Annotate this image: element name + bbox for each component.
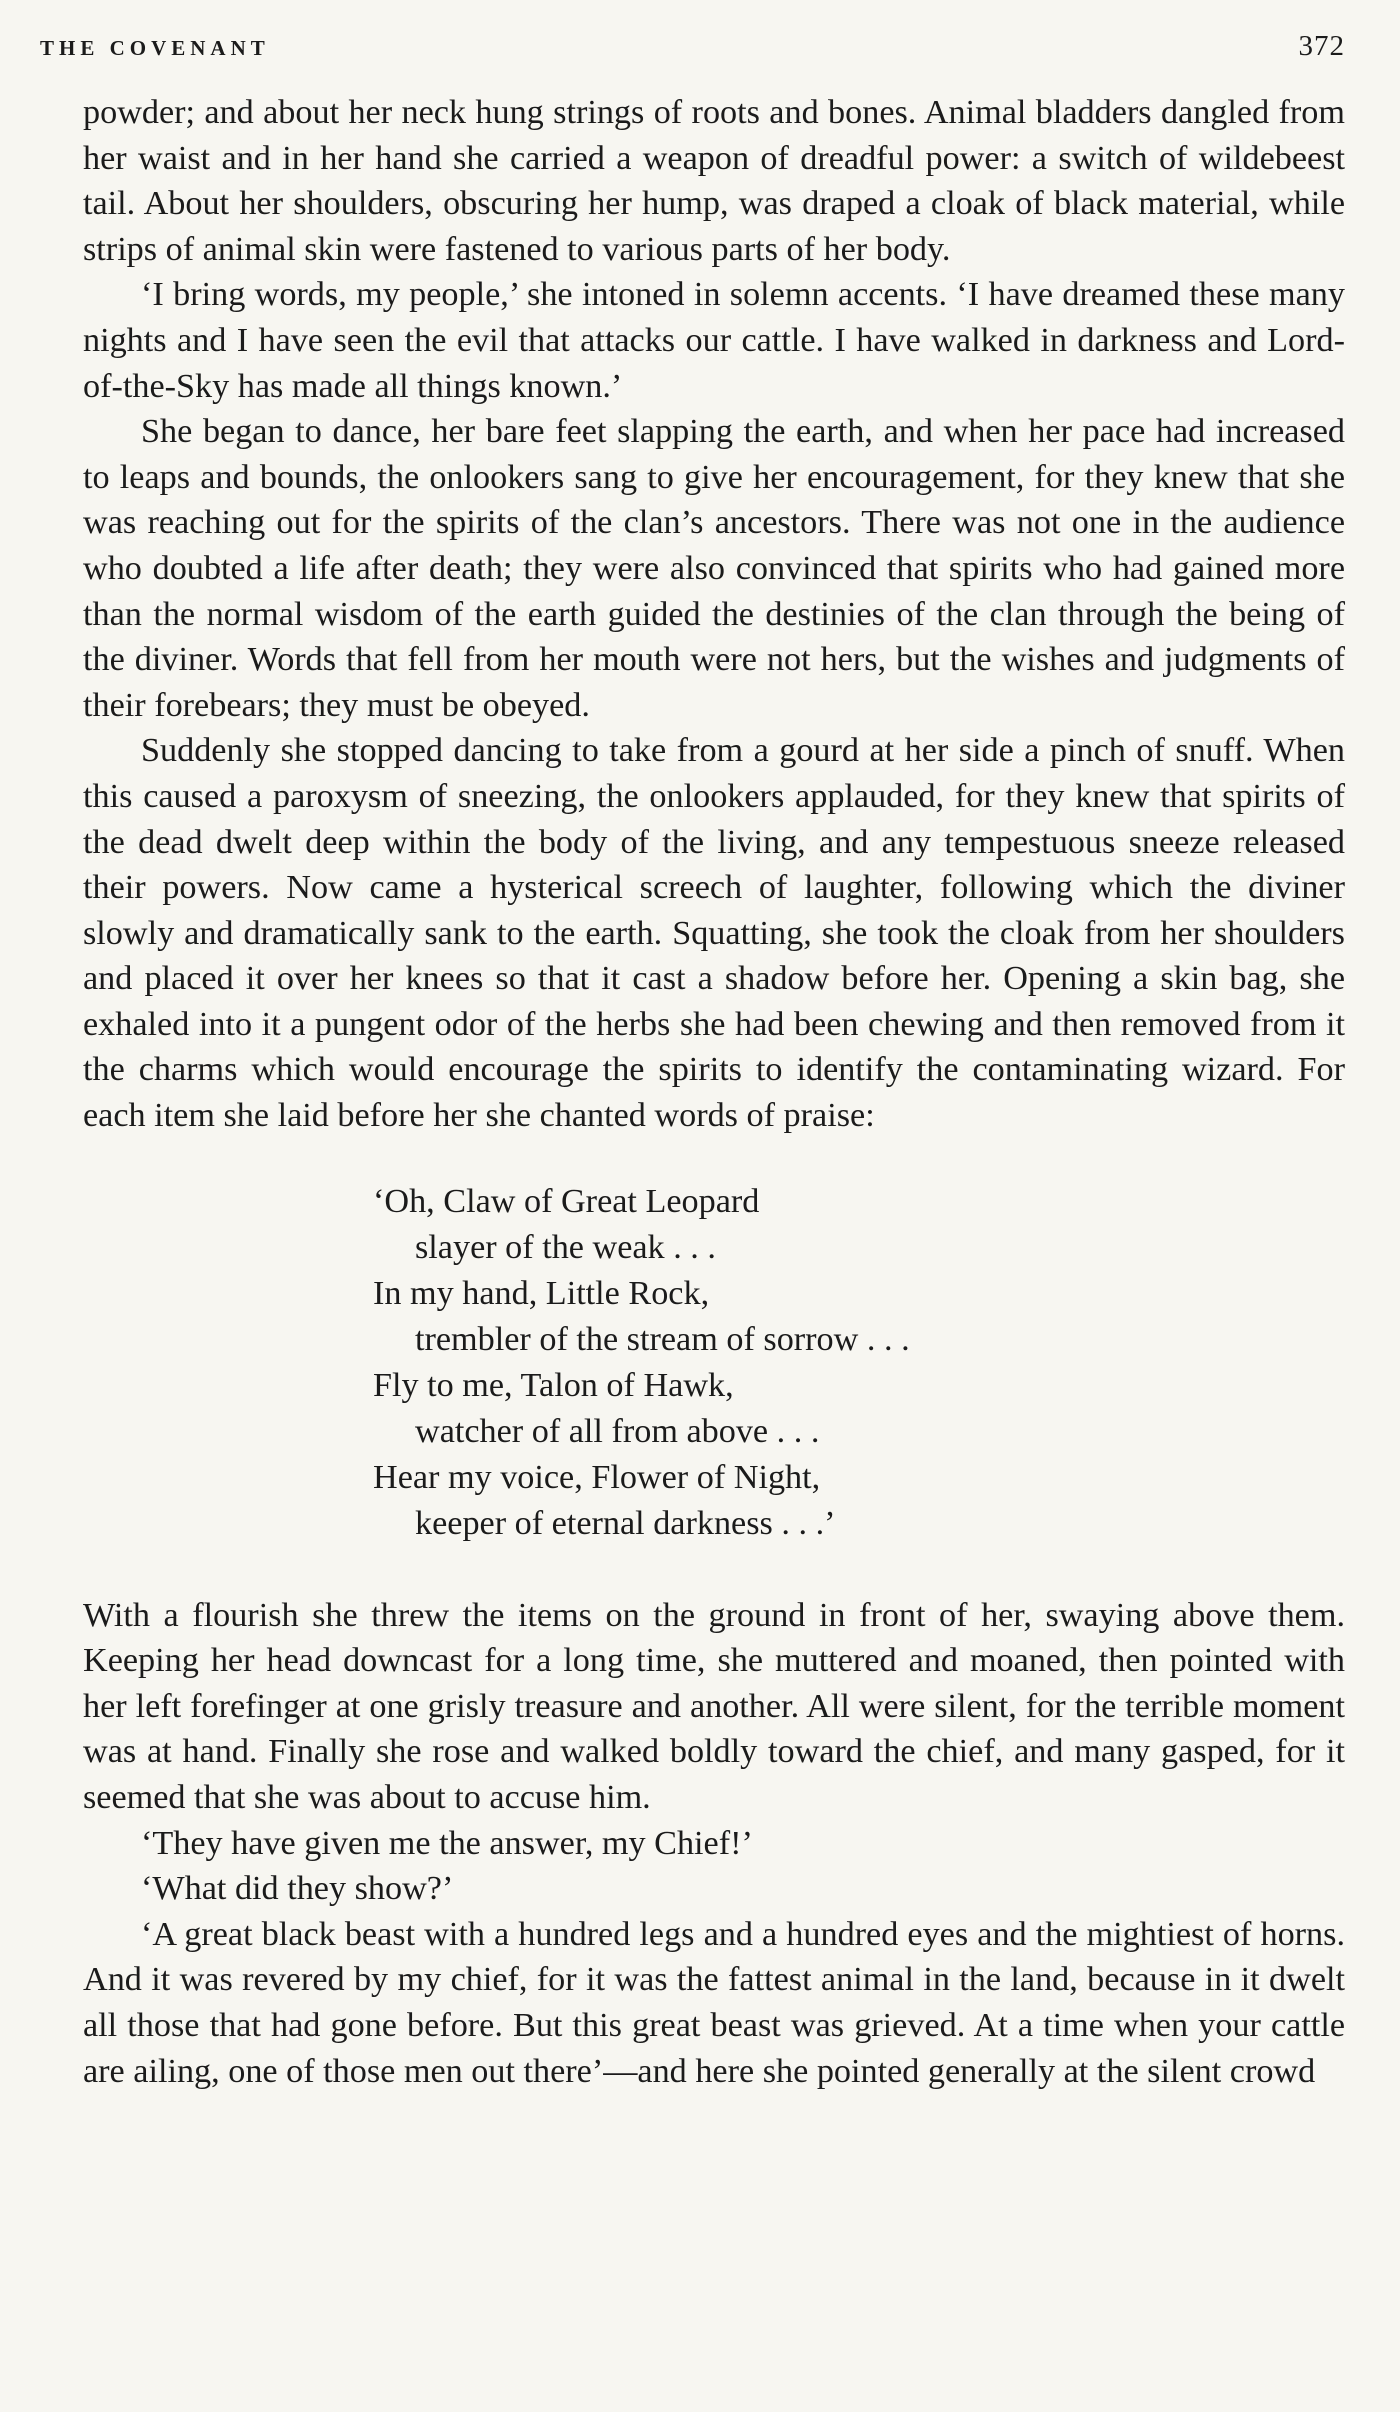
paragraph: ‘I bring words, my people,’ she intoned in solemn accents. ‘I have dreamed these many nights and I have seen the evil that attacks our cattle. I have walked in darkness and Lord-of-the-Sky has made all things known.’ bbox=[83, 276, 1345, 405]
running-head bbox=[40, 30, 1345, 70]
verse-line-indented: slayer of the weak . . . bbox=[415, 1228, 716, 1266]
paragraph: Suddenly she stopped dancing to take from a gourd at her side a pinch of snuff. When this caused a paroxysm of sneezing, the onlookers applauded, for they knew that spirits of the dead dwelt deep within the body of the living, and any tempestuous sneeze released their powers. Now came a hysterical screech of laughter, following which the diviner slowly and dramatically sank to the earth. Squatting, she took the cloak from her shoulders and placed it over her knees so that it cast a shadow before her. Opening a skin bag, she exhaled into it a pungent odor of the herbs she had been chewing and then removed from it the charms which would encourage the spirits to identify the contaminating wizard. For each item she laid before her she chanted words of praise: bbox=[83, 732, 1345, 1135]
body-text bbox=[83, 90, 1345, 2094]
verse-line: Fly to me, Talon of Hawk, bbox=[373, 1366, 734, 1404]
verse-line-indented: trembler of the stream of sorrow . . . bbox=[415, 1320, 910, 1358]
page-number: 372 bbox=[1298, 30, 1345, 62]
running-title: THE COVENANT bbox=[40, 36, 270, 60]
dialogue-line: ‘What did they show?’ bbox=[141, 1870, 454, 1908]
verse-line: In my hand, Little Rock, bbox=[373, 1274, 710, 1312]
paragraph: With a flourish she threw the items on the ground in front of her, swaying above them. Keeping her head downcast for a long time, she muttered and moaned, then pointed with her left forefinger at one grisly treasure and another. All were silent, for the terrible moment was at hand. Finally she rose and walked boldly toward the chief, and many gasped, for it seemed that she was about to accuse him. bbox=[83, 1596, 1345, 1817]
verse-line-indented: keeper of eternal darkness . . .’ bbox=[415, 1504, 836, 1542]
verse-line-indented: watcher of all from above . . . bbox=[415, 1412, 820, 1450]
verse-line: Hear my voice, Flower of Night, bbox=[373, 1458, 821, 1496]
paragraph: She began to dance, her bare feet slapping the earth, and when her pace had increased to leaps and bounds, the onlookers sang to give her encouragement, for they knew that she was reaching out for the spirits of the clan’s ancestors. There was not one in the audience who doubted a life after death; they were also convinced that spirits who had gained more than the normal wisdom of the earth guided the destinies of the clan through the being of the diviner. Words that fell from her mouth were not hers, but the wishes and judgments of their forebears; they must be obeyed. bbox=[83, 413, 1345, 724]
dialogue-line: ‘They have given me the answer, my Chief!’ bbox=[141, 1824, 753, 1862]
verse-line: ‘Oh, Claw of Great Leopard bbox=[373, 1182, 760, 1220]
paragraph: ‘A great black beast with a hundred legs and a hundred eyes and the mightiest of horns. And it was revered by my chief, for it was the fattest animal in the land, because in it dwelt all those that had gone before. But this great beast was grieved. At a time when your cattle are ailing, one of those men out there’—and here she pointed generally at the silent crowd bbox=[83, 1915, 1345, 2090]
paragraph: powder; and about her neck hung strings of roots and bones. Animal bladders dangled from her waist and in her hand she carried a weapon of dreadful power: a switch of wildebeest tail. About her shoulders, obscuring her hump, was draped a cloak of black material, while strips of animal skin were fastened to various parts of her body. bbox=[83, 94, 1345, 268]
chant-verse bbox=[373, 1179, 1345, 1547]
